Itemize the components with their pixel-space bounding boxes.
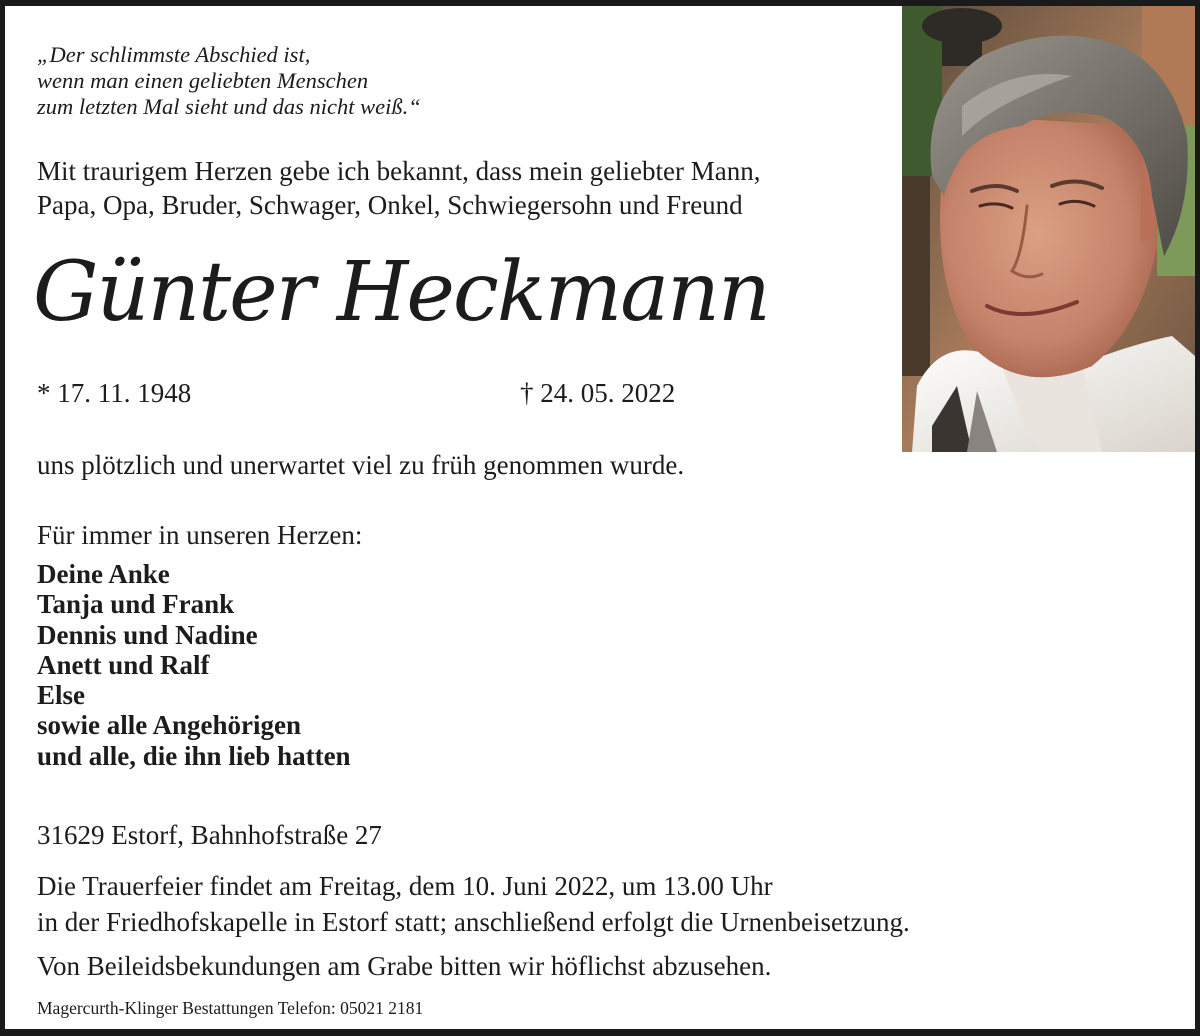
mourner-entry: Dennis und Nadine [37, 619, 258, 650]
announcement-text: uns plötzlich und unerwartet viel zu früh genommen wurde. [37, 450, 685, 480]
ceremony-line: in der Friedhofskapelle in Estorf statt; anschließend erfolgt die Urnenbeisetzung. [37, 907, 910, 937]
portrait-icon [902, 6, 1195, 452]
family-address: 31629 Estorf, Bahnhofstraße 27 [37, 820, 382, 850]
mourner-entry: und alle, die ihn lieb hatten [37, 740, 351, 771]
mourner-entry: Deine Anke [37, 559, 170, 589]
intro-line: Mit traurigem Herzen gebe ich bekannt, dass mein geliebter Mann, [37, 156, 761, 186]
mourner-entry: sowie alle Angehörigen [37, 710, 301, 741]
death-date: † 24. 05. 2022 [520, 378, 676, 408]
mourner-entry: Else [37, 680, 86, 711]
quote-line: „Der schlimmste Abschied ist, [37, 42, 311, 67]
deceased-name: Günter Heckmann [33, 245, 769, 340]
portrait-photo [902, 6, 1195, 452]
quote-line: wenn man einen geliebten Menschen [37, 68, 369, 93]
memorial-quote [37, 42, 421, 120]
mourner-entry: Anett und Ralf [37, 649, 210, 680]
forever-heading: Für immer in unseren Herzen: [37, 520, 363, 550]
intro-line: Papa, Opa, Bruder, Schwager, Onkel, Schwiegersohn und Freund [37, 190, 743, 220]
ceremony-line: Die Trauerfeier findet am Freitag, dem 10. Juni 2022, um 13.00 Uhr [37, 871, 773, 901]
condolence-request: Von Beileidsbekundungen am Grabe bitten wir höflichst abzusehen. [37, 951, 772, 981]
undertaker-contact: Magercurth-Klinger Bestattungen Telefon: 05021 2181 [37, 998, 424, 1018]
birth-date: * 17. 11. 1948 [37, 378, 192, 408]
mourners-list [37, 559, 351, 771]
funeral-ceremony-info [37, 868, 910, 940]
mourner-entry: Tanja und Frank [37, 589, 235, 620]
announcement-intro [37, 154, 761, 222]
quote-line: zum letzten Mal sieht und das nicht weiß.“ [37, 94, 421, 119]
